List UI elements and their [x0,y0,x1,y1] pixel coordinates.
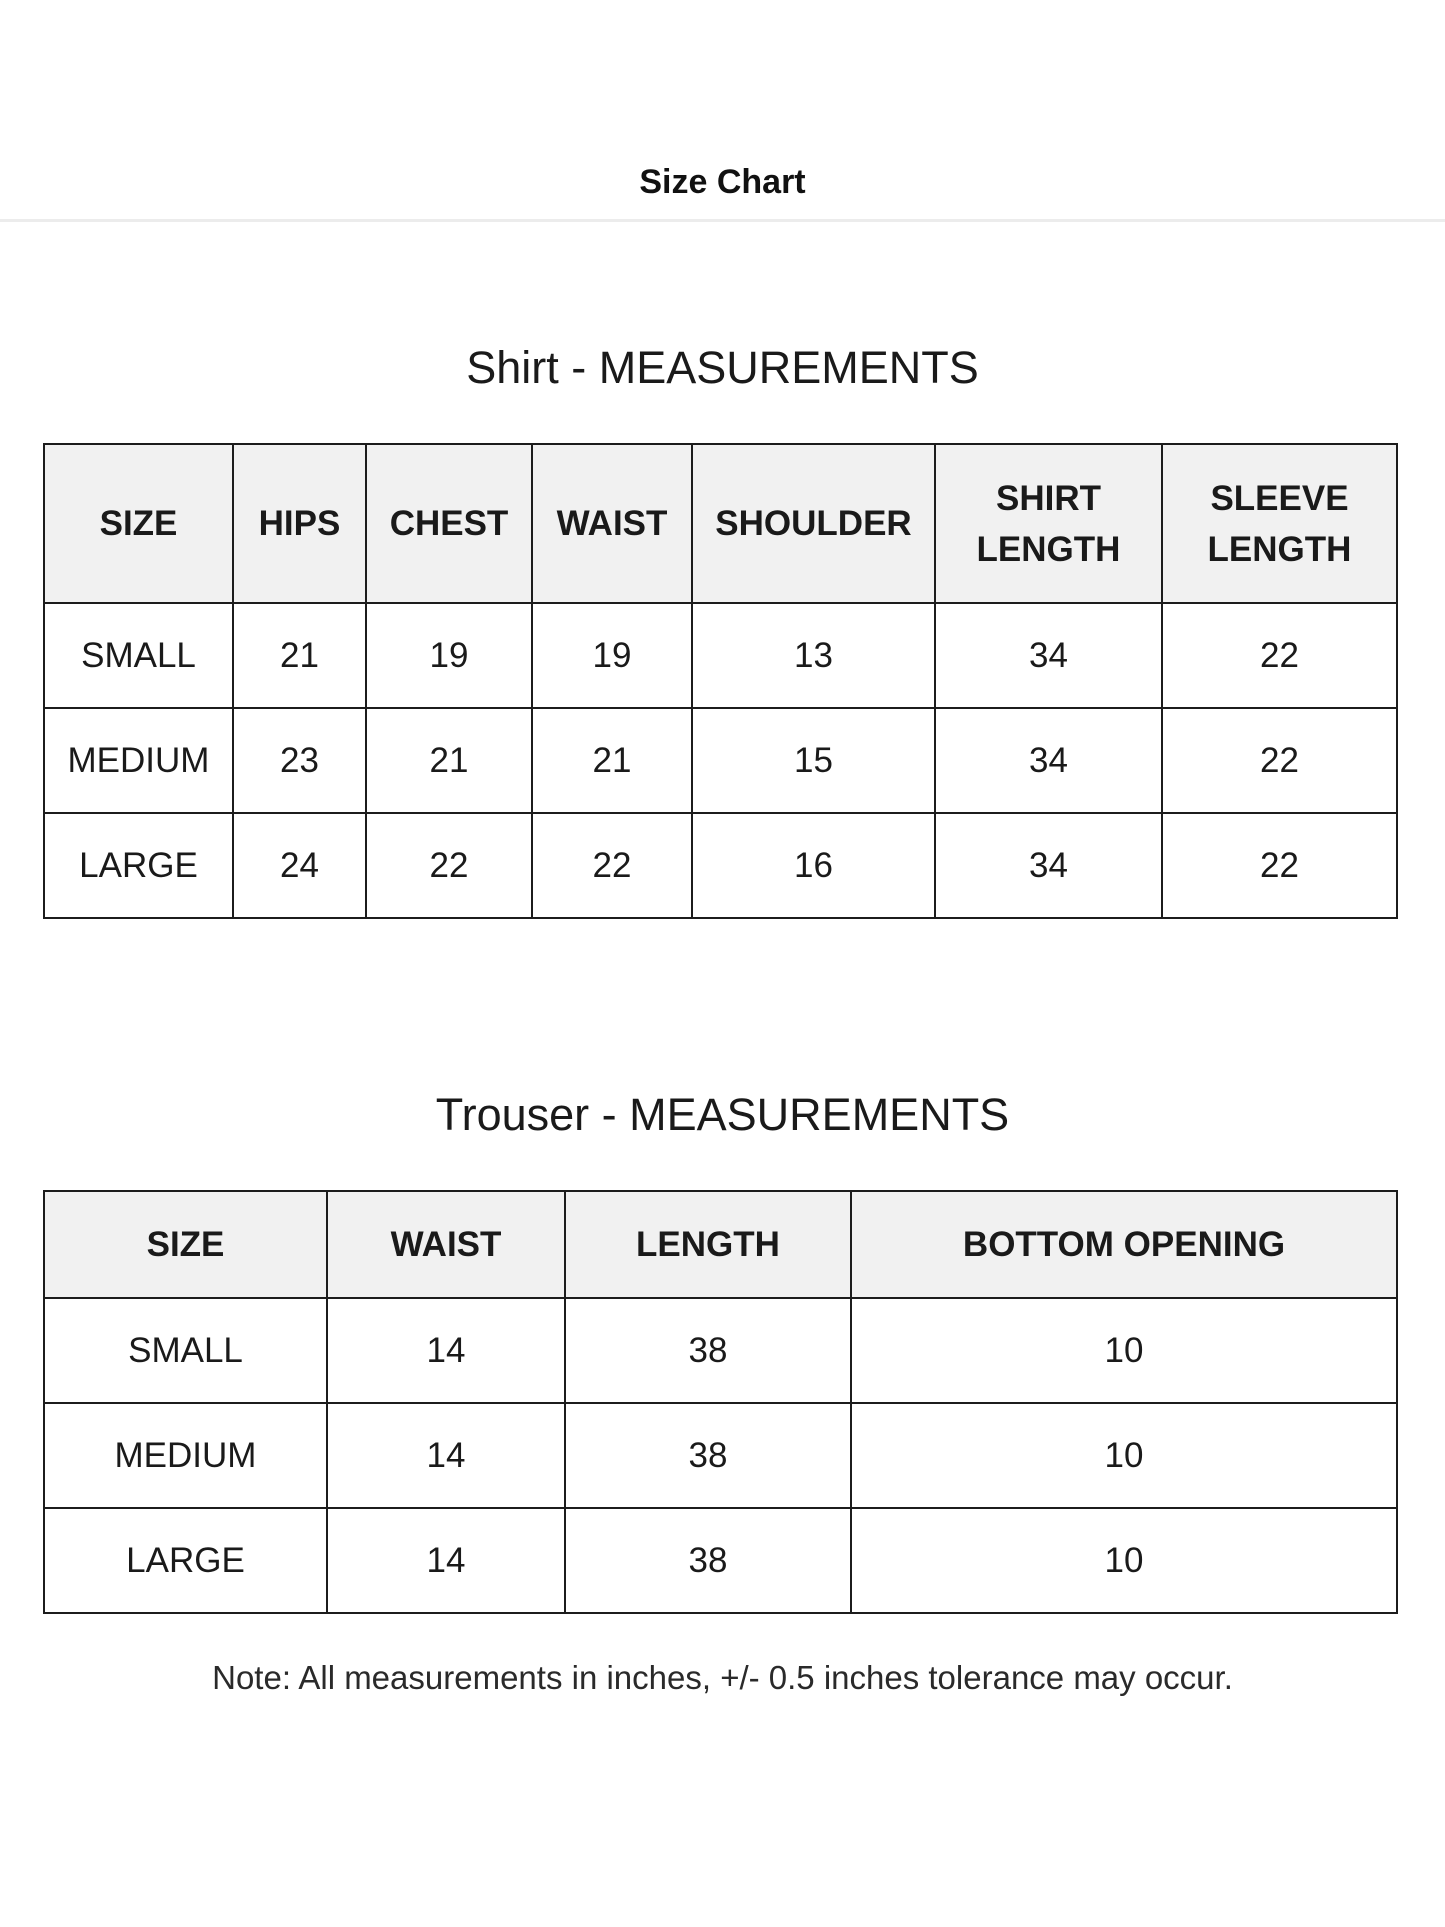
table-header-row [44,1191,1397,1298]
bottom-opening-cell: 10 [851,1298,1397,1403]
waist-cell: 14 [327,1508,565,1613]
size-cell: LARGE [44,1508,327,1613]
waist-cell: 22 [532,813,692,918]
sleeve-length-cell: 22 [1162,708,1397,813]
shirt-length-cell: 34 [935,603,1162,708]
column-header-chest: CHEST [366,444,532,603]
column-header-waist: WAIST [327,1191,565,1298]
hips-cell: 21 [233,603,366,708]
bottom-opening-cell: 10 [851,1508,1397,1613]
size-cell: SMALL [44,603,233,708]
chest-cell: 19 [366,603,532,708]
column-header-bottom-opening: BOTTOM OPENING [851,1191,1397,1298]
hips-cell: 24 [233,813,366,918]
column-header-size: SIZE [44,1191,327,1298]
page-title: Size Chart [639,163,806,201]
column-header-hips: HIPS [233,444,366,603]
size-cell: MEDIUM [44,708,233,813]
table-row [44,1298,1397,1403]
shirt-length-cell: 34 [935,708,1162,813]
shirt-length-cell: 34 [935,813,1162,918]
column-header-size: SIZE [44,444,233,603]
page-header [0,0,1445,222]
table-row [44,813,1397,918]
waist-cell: 21 [532,708,692,813]
chest-cell: 22 [366,813,532,918]
waist-cell: 14 [327,1403,565,1508]
shoulder-cell: 13 [692,603,935,708]
trouser-measurements-title: Trouser - MEASUREMENTS [435,1089,1010,1140]
hips-cell: 23 [233,708,366,813]
column-header-shirt-length: SHIRT LENGTH [935,444,1162,603]
measurement-note: Note: All measurements in inches, +/- 0.5 inches tolerance may occur. [212,1659,1233,1696]
length-cell: 38 [565,1298,851,1403]
length-cell: 38 [565,1508,851,1613]
table-row [44,603,1397,708]
table-row [44,708,1397,813]
trouser-size-table [43,1190,1398,1614]
length-cell: 38 [565,1403,851,1508]
column-header-length: LENGTH [565,1191,851,1298]
waist-cell: 19 [532,603,692,708]
shirt-measurements-title: Shirt - MEASUREMENTS [466,342,979,393]
sleeve-length-cell: 22 [1162,603,1397,708]
size-cell: LARGE [44,813,233,918]
table-header-row [44,444,1397,603]
bottom-opening-cell: 10 [851,1403,1397,1508]
size-cell: SMALL [44,1298,327,1403]
waist-cell: 14 [327,1298,565,1403]
shoulder-cell: 16 [692,813,935,918]
shoulder-cell: 15 [692,708,935,813]
size-cell: MEDIUM [44,1403,327,1508]
shirt-size-table [43,443,1398,919]
column-header-shoulder: SHOULDER [692,444,935,603]
column-header-sleeve-length: SLEEVE LENGTH [1162,444,1397,603]
chest-cell: 21 [366,708,532,813]
column-header-waist: WAIST [532,444,692,603]
table-row [44,1403,1397,1508]
sleeve-length-cell: 22 [1162,813,1397,918]
table-row [44,1508,1397,1613]
